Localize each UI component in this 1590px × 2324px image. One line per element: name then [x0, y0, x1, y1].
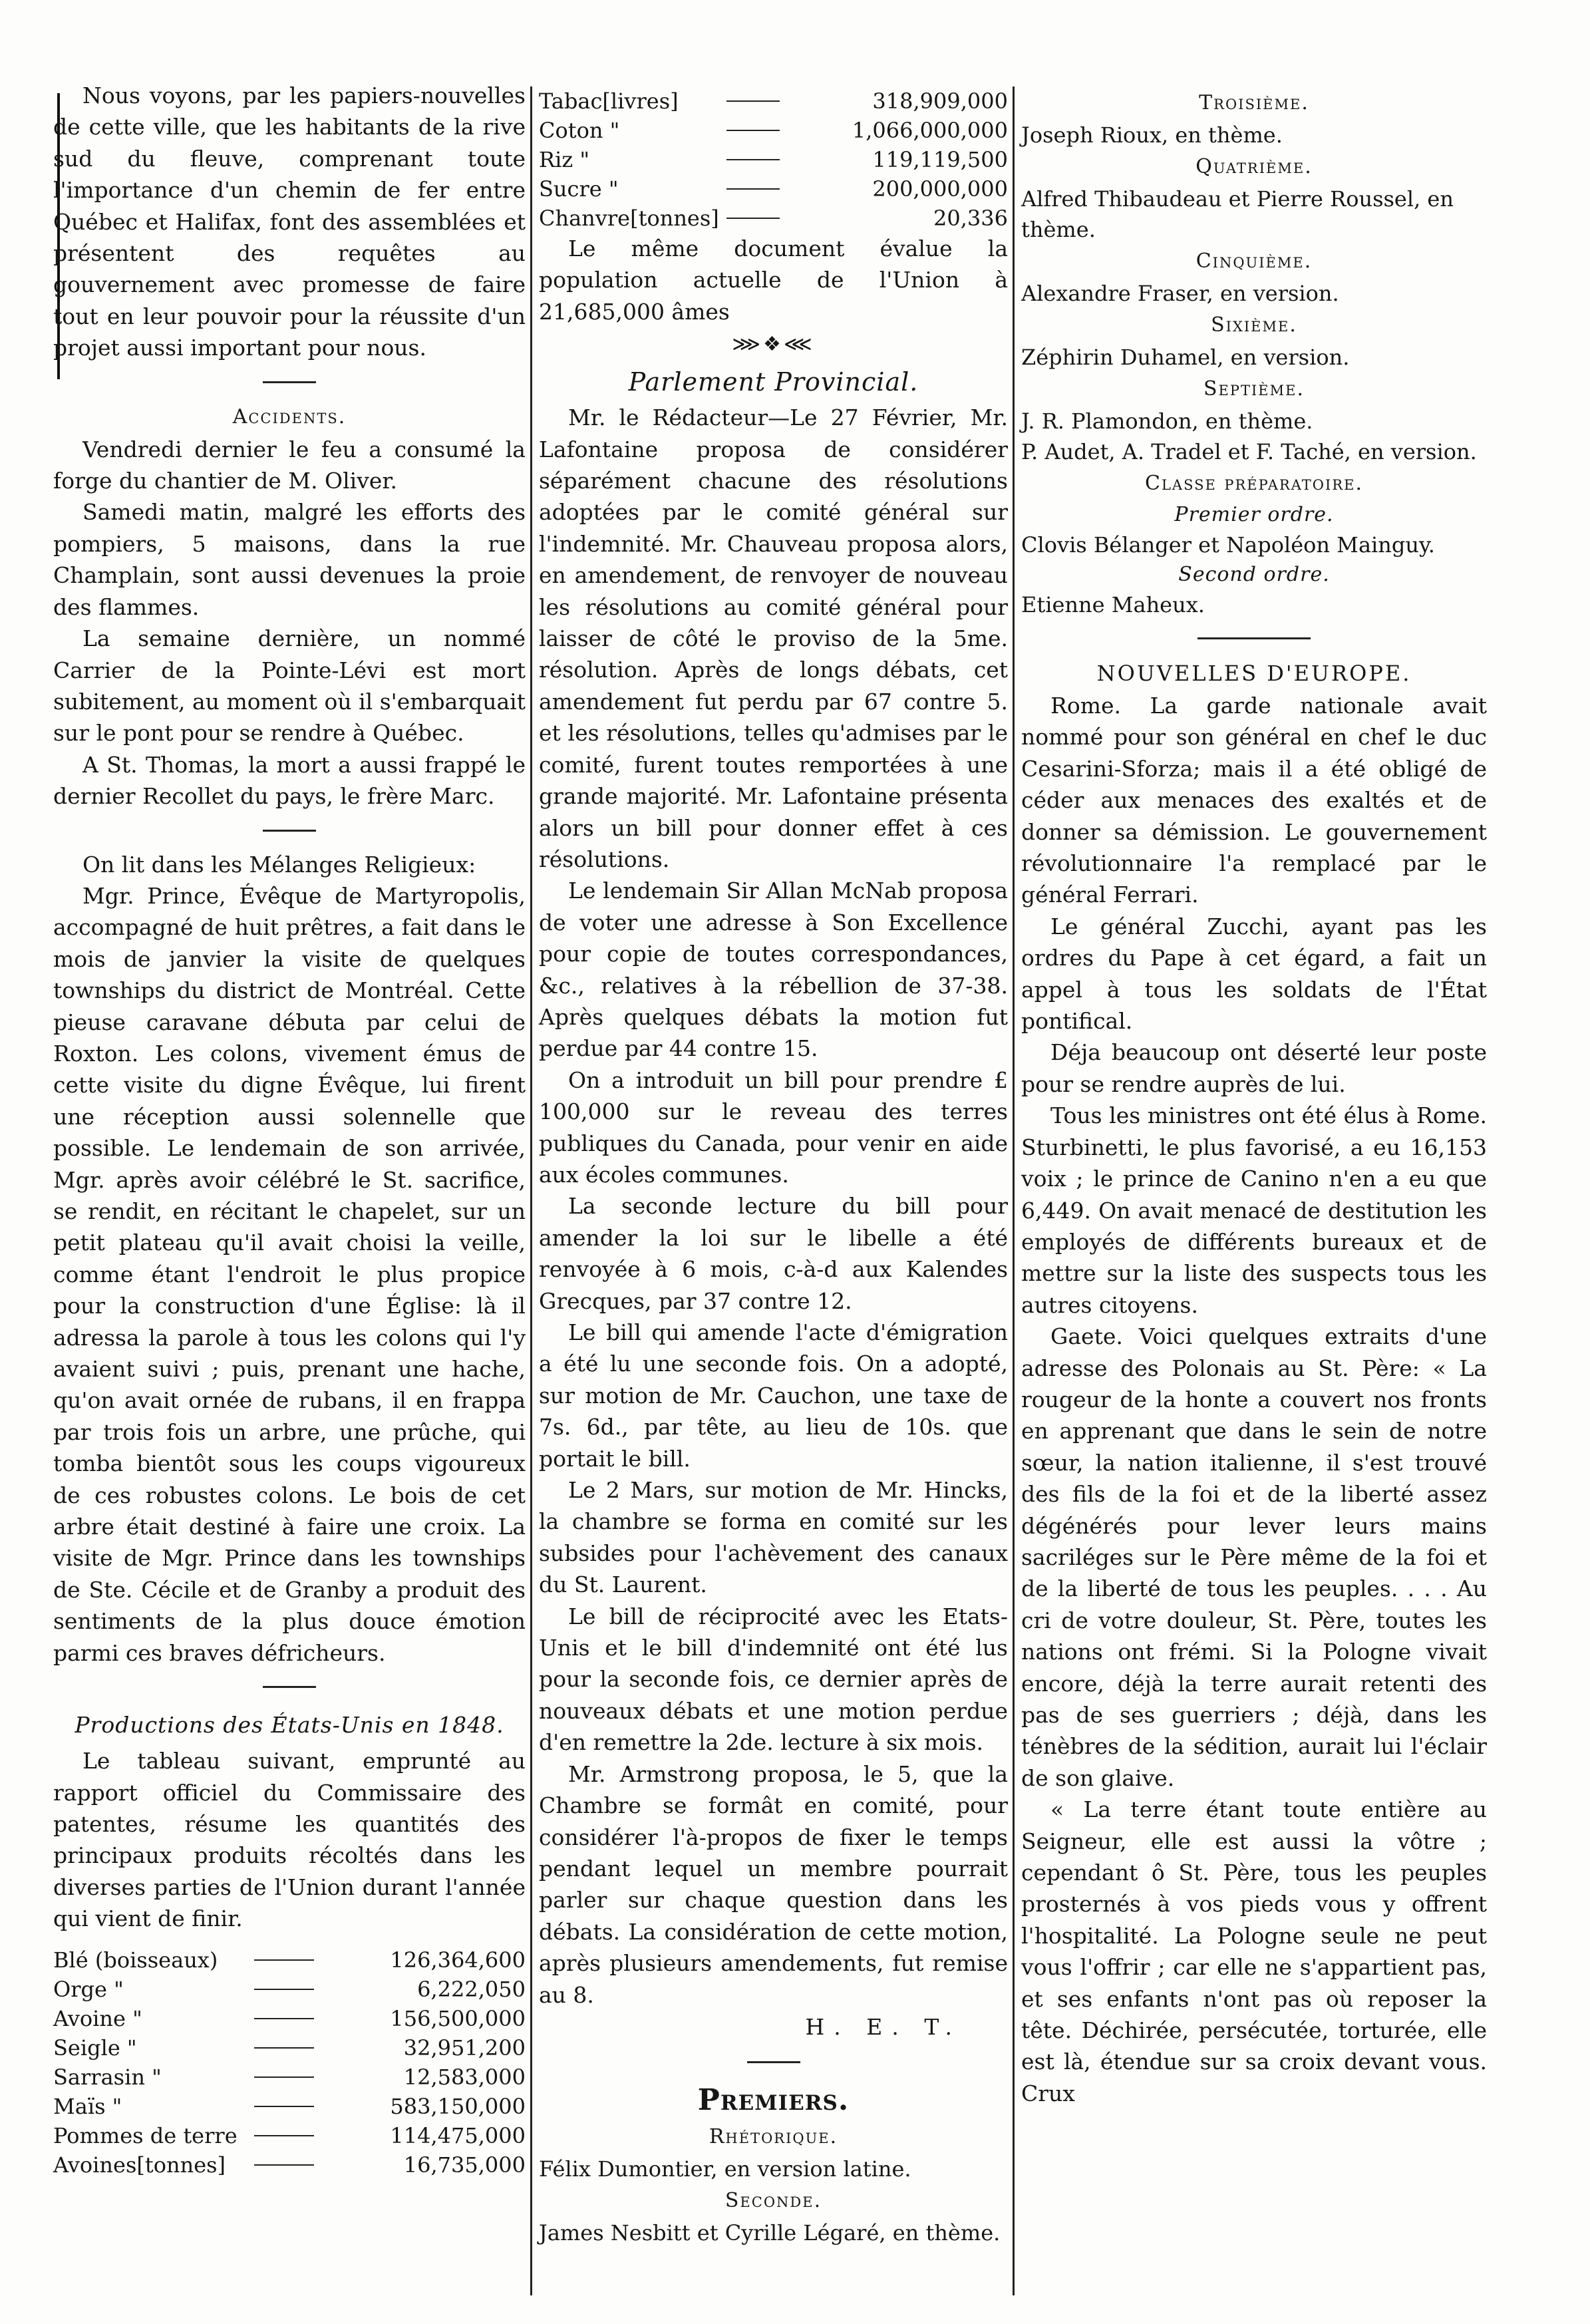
table-row: Chanvre[tonnes] 20,336 [539, 206, 1008, 231]
parlement-paragraph: Mr. Armstrong proposa, le 5, que la Chambre se formât en comité, pour considérer l'à-propos de fixer le temps pendant lequel un membre pourrait parler sur chaque question dans les débats. La considération de cette motion, après plusieurs amendements, fut remise au 8. [539, 1760, 1008, 2008]
article-railway: Nous voyons, par les papiers-nouvelles de cette ville, que les habitants de la rive sud du fleuve, comprenant toute l'importance d'un chemin de fer entre Québec et Halifax, font des assemblées et présentent des requêtes au gouvernement avec promesse de faire tout en leur pouvoir pour la réussite d'un projet aussi important pour nous. [53, 83, 526, 361]
production-table-continued [539, 86, 1008, 233]
parlement-paragraph: Le lendemain Sir Allan McNab proposa de voter une adresse à Son Excellence pour copie de toutes correspondances, &c., relatives à la rébellion de 37-38. Après quelques débats la motion fut perdue par 44 contre 15. [539, 878, 1008, 1062]
prize-entry: Alexandre Fraser, en version. [1021, 281, 1339, 306]
table-row: Riz " 119,119,500 [539, 147, 1008, 172]
europe-paragraph: Le général Zucchi, ayant pas les ordres du Pape à cet égard, a fait un appel à tous les soldats de l'État pontifical. [1021, 913, 1487, 1035]
table-row: Sarrasin " 12,583,000 [53, 2064, 526, 2090]
production-table [53, 1945, 526, 2180]
europe-paragraph: Déja beaucoup ont déserté leur poste pour se rendre auprès de lui. [1021, 1039, 1487, 1097]
europe-paragraph: Rome. La garde nationale avait nommé pour son général en chef le duc Cesarini-Sforza; mais il a été obligé de céder aux menaces des exaltés et de donner sa démission. Le gouvernement révolutionnaire l'a remplacé par le général Ferrari. [1021, 693, 1487, 908]
table-row: Pommes de terre 114,475,000 [53, 2122, 526, 2148]
column-1 [53, 80, 526, 2180]
rhetorique-heading: Rhétorique. [709, 2124, 838, 2148]
septieme-heading: Septième. [1203, 377, 1305, 401]
signature: H. E. T. [805, 2013, 961, 2040]
parlement-paragraph: Le 2 Mars, sur motion de Mr. Hincks, la chambre se forma en comité sur les subsides pour l'achèvement des canaux du St. Laurent. [539, 1477, 1008, 1598]
table-row: Orge " 6,222,050 [53, 1976, 526, 2002]
article-prince: Mgr. Prince, Évêque de Martyropolis, accompagné de huit prêtres, a fait dans le mois de janvier la visite de quelques townships du district de Montréal. Cette pieuse caravane débuta par celui de Roxton. Les colons, vivement émus de cette visite du digne Évêque, lui firent une réception aussi solennelle que possible. Le lendemain de son arrivée, Mgr. après avoir célébré le St. sacrifice, se rendit, en récitant le chapelet, sur un petit plateau qu'il avait choisi la veille, comme étant l'endroit le plus propice pour la construction d'une Église: là il adressa la parole à tous les colons qui l'y avaient suivi ; puis, prenant une hache, qu'on avait ornée de rubans, il en frappa par trois fois un arbre, une prûche, qui tomba bientôt sous les coups vigoureux de ces robustes colons. Le bois de cet arbre était destiné à faire une croix. La visite de Mgr. Prince dans les townships de Ste. Cécile et de Granby a produit des sentiments de la plus douce émotion parmi ces braves défricheurs. [53, 882, 526, 1666]
prize-entry: Joseph Rioux, en thème. [1021, 122, 1283, 148]
cinquieme-heading: Cinquième. [1195, 249, 1313, 273]
table-row: Avoines[tonnes] 16,735,000 [53, 2152, 526, 2178]
europe-paragraph: Tous les ministres ont été élus à Rome. Sturbinetti, le plus favorisé, a eu 16,153 voix ; le prince de Canino n'en a eu que 6,449. On avait menacé de destitution les employés de différents bureaux et de mettre sur la liste des suspects tous les autres citoyens. [1021, 1102, 1487, 1318]
accident-paragraph: Vendredi dernier le feu a consumé la forge du chantier de M. Oliver. [53, 436, 526, 494]
sixieme-heading: Sixième. [1211, 313, 1297, 337]
accidents-heading: Accidents. [232, 405, 347, 428]
accident-paragraph: Samedi matin, malgré les efforts des pompiers, 5 maisons, dans la rue Champlain, sont aussi devenues la proie des flammes. [53, 499, 526, 620]
section-rule [747, 2061, 800, 2063]
prize-entry: Etienne Maheux. [1021, 592, 1205, 617]
seconde-heading: Seconde. [724, 2188, 822, 2212]
troisieme-heading: Troisième. [1199, 91, 1309, 114]
premiers-heading: Premiers. [697, 2082, 850, 2117]
table-row: Tabac[livres] 318,909,000 [539, 88, 1008, 114]
prize-entry: Clovis Bélanger et Napoléon Mainguy. [1021, 532, 1435, 558]
prize-entry: Alfred Thibaudeau et Pierre Roussel, en thème. [1021, 186, 1454, 242]
ornament-divider: ⋙❖⋘ [732, 333, 815, 357]
productions-intro: Le tableau suivant, emprunté au rapport officiel du Commissaire des patentes, résume les quantités des principaux produits récoltés dans les diverses parties de l'Union durant l'année qui vient de finir. [53, 1748, 526, 1932]
table-row: Coton " 1,066,000,000 [539, 118, 1008, 143]
parlement-paragraph: On a introduit un bill pour prendre £ 100,000 sur le reveau des terres publiques du Canada, pour venir en aide aux écoles communes. [539, 1067, 1008, 1188]
table-row: Sucre " 200,000,000 [539, 176, 1008, 202]
column-2 [539, 86, 1008, 2248]
prize-entry: Zéphirin Duhamel, en version. [1021, 345, 1350, 370]
prize-entry: Félix Dumontier, en version latine. [539, 2156, 911, 2182]
section-rule [263, 1686, 316, 1688]
prize-entry: James Nesbitt et Cyrille Légaré, en thème. [539, 2220, 1001, 2245]
column-3 [1021, 86, 1487, 2109]
column-rule-2 [1013, 86, 1015, 2295]
productions-heading: Productions des États-Unis en 1848. [75, 1712, 504, 1739]
classe-heading: Classe préparatoire. [1145, 472, 1363, 495]
europe-paragraph: « La terre étant toute entière au Seigneur, elle est aussi la vôtre ; cependant ô St. Père, tous les peuples prosternés à vos pieds vous y offrent l'hospitalité. La Pologne seule ne peut vous l'offrir ; car elle ne s'appartient pas, et ses enfants n'ont pas où reposer la tête. Déchirée, persécutée, torturée, elle est là, étendue sur sa croix devant vous. Crux [1021, 1796, 1487, 2106]
parlement-paragraph: La seconde lecture du bill pour amender la loi sur le libelle a été renvoyée à 6 mois, c-à-d aux Kalendes Grecques, par 37 contre 12. [539, 1193, 1008, 1314]
second-ordre-heading: Second ordre. [1178, 563, 1330, 586]
section-rule [1197, 637, 1311, 639]
parlement-heading: Parlement Provincial. [628, 367, 919, 397]
parlement-paragraph: Mr. le Rédacteur—Le 27 Février, Mr. Lafontaine proposa de considérer séparément chacune des résolutions adoptées par le comité général sur l'indemnité. Mr. Chauveau proposa alors, en amendement, de renvoyer de nouveau les résolutions au comité général pour laisser de côté le proviso de la 5me. résolution. Après de longs débats, cet amendement fut perdu par 67 contre 5. et les résolutions, telles qu'admises par le comité, furent toutes remportées à une grande majorité. Mr. Lafontaine présenta alors un bill pour donner effet à ces résolutions. [539, 405, 1008, 872]
prize-entry: P. Audet, A. Tradel et F. Taché, en version. [1021, 439, 1477, 464]
section-rule [263, 381, 316, 383]
europe-paragraph: Gaete. Voici quelques extraits d'une adresse des Polonais au St. Père: « La rougeur de la honte a couvert nos fronts en apprenant que dans le sein de notre sœur, la nation italienne, il s'est trouvé des fils de la foi et de la liberté assez dégénérés pour lever leurs mains sacriléges sur le Père même de la foi et de la liberté de tous les peuples. . . . Au cri de votre douleur, St. Père, toutes les nations ont frémi. Si la Pologne vivait encore, déjà la terre aurait retenti des pas de ses guerriers ; déjà, dans les ténèbres de la sédition, aurait lui l'éclair de son glaive. [1021, 1323, 1487, 1791]
table-row: Maïs " 583,150,000 [53, 2093, 526, 2119]
table-row: Seigle " 32,951,200 [53, 2035, 526, 2061]
nouvelles-heading: NOUVELLES D'EUROPE. [1096, 661, 1412, 686]
premier-ordre-heading: Premier ordre. [1174, 503, 1334, 526]
table-row: Blé (boisseaux) 126,364,600 [53, 1947, 526, 1973]
parlement-paragraph: Le bill qui amende l'acte d'émigration a été lu une seconde fois. On a adopté, sur motion de Mr. Cauchon, une taxe de 7s. 6d., par tête, au lieu de 10s. que portait le bill. [539, 1319, 1008, 1472]
section-rule [263, 830, 316, 832]
parlement-paragraph: Le bill de réciprocité avec les Etats-Unis et le bill d'indemnité ont été lus pour la seconde fois, ce dernier après de nouveaux débats et une motion perdue d'en remettre la 2de. lecture à six mois. [539, 1603, 1008, 1756]
prize-entry: J. R. Plamondon, en thème. [1021, 409, 1313, 434]
accident-paragraph: A St. Thomas, la mort a aussi frappé le dernier Recollet du pays, le frère Marc. [53, 751, 526, 810]
table-row: Avoine " 156,500,000 [53, 2005, 526, 2031]
column-rule-1 [530, 86, 532, 2295]
quatrieme-heading: Quatrième. [1195, 155, 1313, 178]
melanges-intro: On lit dans les Mélanges Religieux: [82, 851, 476, 878]
accident-paragraph: La semaine dernière, un nommé Carrier de la Pointe-Lévi est mort subitement, au moment où il s'embarquait sur le pont pour se rendre à Québec. [53, 625, 526, 747]
population-paragraph: Le même document évalue la population actuelle de l'Union à 21,685,000 âmes [539, 236, 1008, 325]
